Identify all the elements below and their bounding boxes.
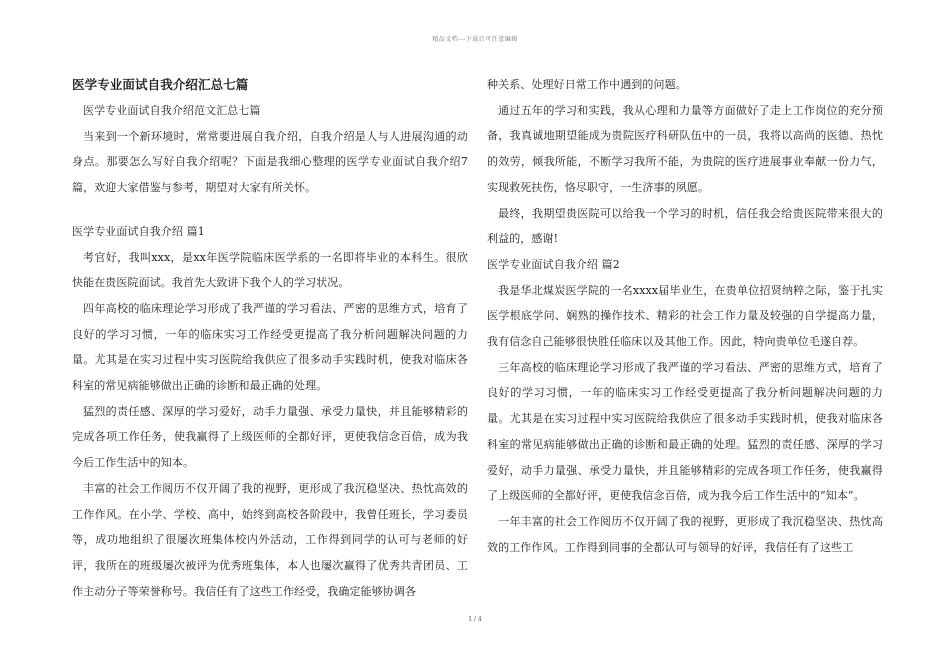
left-column (72, 72, 468, 604)
spacer (72, 201, 468, 219)
document-title: 医学专业面试自我介绍汇总七篇 (72, 77, 249, 92)
intro-paragraph: 当来到一个新环境时，常常要进展自我介绍，自我介绍是人与人进展沟通的动身点。那要怎么写好自我介绍呢？下面是我细心整理的医学专业面试自我介绍7篇，欢迎大家借鉴与参考，期望对大家有所关怀。 (72, 129, 468, 195)
paragraph: 四年高校的临床理论学习形成了我严谨的学习看法、严密的思维方式，培育了良好的学习习惯，一年的临床实习工作经受更提高了我分析问题解决问题的力量。尤其是在实习过程中实习医院给我供应了很多动手实践时机，使我对临床各科室的常见病能够做出正确的诊断和最正确的处理。 (72, 301, 468, 393)
page-number: 1 / 4 (468, 616, 482, 623)
paragraph: 丰富的社会工作阅历不仅开阔了我的视野，更形成了我沉稳坚决、热忱高效的工作作风。在小学、学校、高中，始终到高校各阶段中，我曾任班长，学习委员等，成功地组织了很屡次班集体校内外活动，工作得到同学的认可与老师的好评，我所在的班级屡次被评为优秀班集体，本人也屡次赢得了优秀共青团员、工作主动分子等荣誉称号。我信任有了这些工作经受，我确定能够协调各 (72, 481, 468, 598)
section-heading-2: 医学专业面试自我介绍 篇2 (487, 257, 620, 271)
paragraph: 种关系、处理好日常工作中遇到的问题。 (487, 78, 687, 91)
paragraph: 一年丰富的社会工作阅历不仅开阔了我的视野，更形成了我沉稳坚决、热忱高效的工作作风。工作得到同事的全都认可与领导的好评，我信任有了这些工 (487, 514, 883, 554)
right-column (487, 72, 883, 560)
paragraph: 考官好，我叫xxx，是xx年医学院临床医学系的一名即将毕业的本科生。很欣快能在贵医院面试。我首先大致讲下我个人的学习状况。 (72, 250, 468, 290)
paragraph: 三年高校的临床理论学习形成了我严谨的学习看法、严密的思维方式，培育了良好的学习习惯，一年的临床实习工作经受更提高了我分析问题解决问题的力量。尤其是在实习过程中实习医院给我供应了很多动手实践时机，使我对临床各科室的常见病能够做出正确的诊断和最正确的处理。猛烈的责任感、深厚的学习爱好，动手力量强、承受力量快，并且能够精彩的完成各项工作任务，使我赢得了上级医师的全都好评，更使我信念百倍，成为我今后工作生活中的“知本”。 (487, 360, 883, 503)
paragraph: 最终，我期望贵医院可以给我一个学习的时机，信任我会给贵医院带来很大的利益的，感谢! (487, 206, 883, 246)
section-heading-1: 医学专业面试自我介绍 篇1 (72, 224, 205, 238)
paragraph: 通过五年的学习和实践，我从心理和力量等方面做好了走上工作岗位的充分预备，我真诚地期望能成为贵院医疗科研队伍中的一员，我将以高尚的医德、热忱的效劳，倾我所能，不断学习我所不能，为贵院的医疗进展事业奉献一份力气，实现救死扶伤，恪尽职守，一生济事的夙愿。 (487, 103, 883, 194)
page-header-note: 精品文档---下载后可任意编辑 (432, 36, 518, 43)
paragraph: 我是华北煤炭医学院的一名xxxx届毕业生，在贵单位招贤纳粹之际，鉴于扎实医学根底学问、娴熟的操作技术、精彩的社会工作力量及较强的自学提高力量，我有信念自己能够很快胜任临床以及其他工作。因此，特向贵单位毛遂自荐。 (487, 283, 883, 349)
document-subtitle: 医学专业面试自我介绍范文汇总七篇 (83, 104, 261, 117)
paragraph: 猛烈的责任感、深厚的学习爱好，动手力量强、承受力量快，并且能够精彩的完成各项工作任务，使我赢得了上级医师的全都好评，更使我信念百倍，成为我今后工作生活中的知本。 (72, 404, 468, 470)
